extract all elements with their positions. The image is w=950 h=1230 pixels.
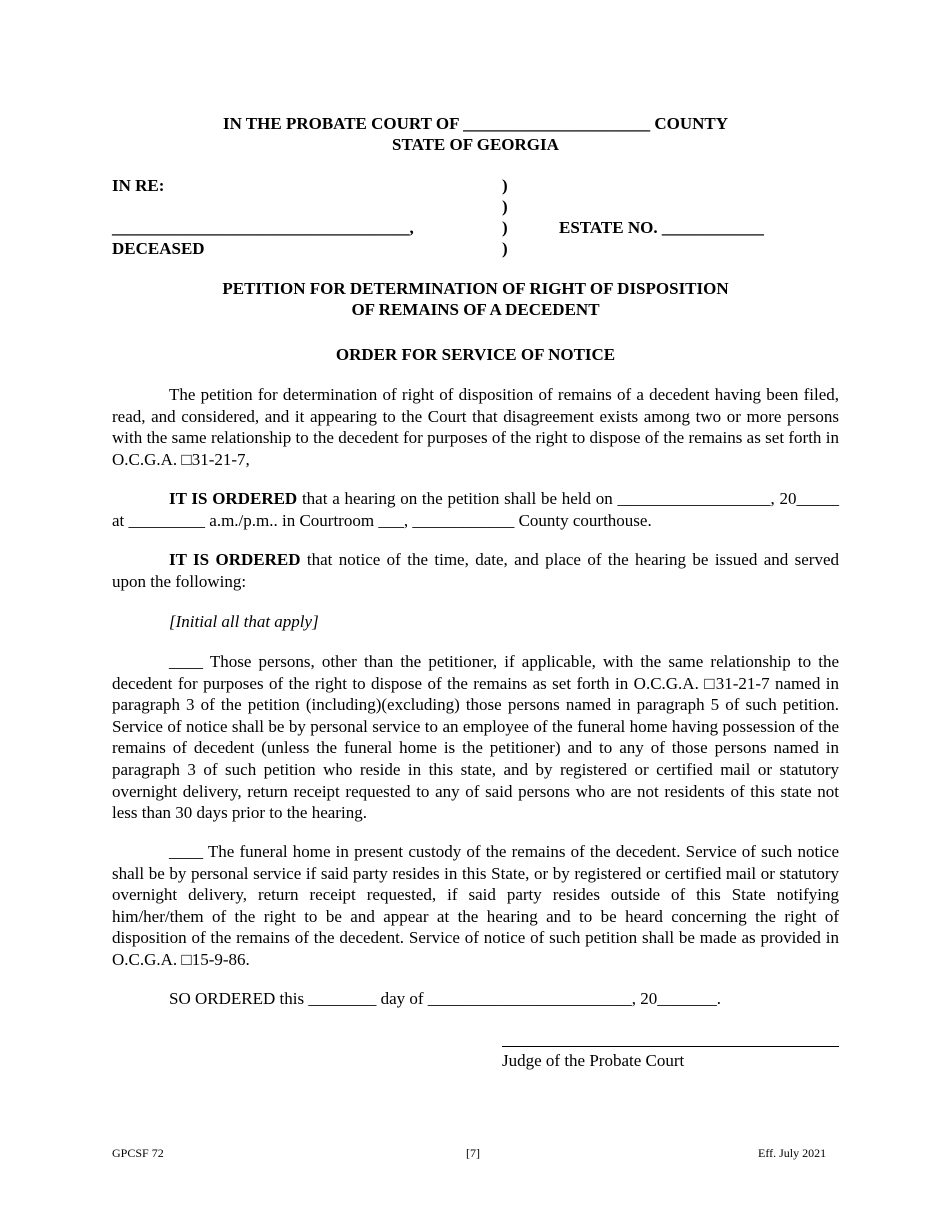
effective-date: Eff. July 2021 <box>758 1146 827 1160</box>
caption-paren: ) <box>502 176 508 195</box>
funeral-home-option-paragraph: ____ The funeral home in present custody of the remains of the decedent. Service of such notice shall be by personal service if said party resides in this State, or by registered or certified mail or statutory overnight delivery, return receipt requested, if said party resides outside of this State notifying him/her/them of the right to be and appear at the hearing and to be heard concerning the right of disposition of the remains of the decedent. Service of notice of such petition shall be made as provided in O.C.G.A. □15-9-86. <box>112 842 839 969</box>
petition-title-line1: PETITION FOR DETERMINATION OF RIGHT OF DISPOSITION <box>222 279 729 298</box>
hearing-order-text: that a hearing on the petition shall be held on __________________, 20_____ at _________ a.m./p.m.. in Courtroom ___, ____________ County courthouse. <box>112 489 840 530</box>
estate-number-field: ESTATE NO. ____________ <box>559 218 764 237</box>
petition-title-line2: OF REMAINS OF A DECEDENT <box>351 300 600 319</box>
order-title: ORDER FOR SERVICE OF NOTICE <box>335 345 616 364</box>
court-heading: IN THE PROBATE COURT OF ______________________ COUNTY <box>222 114 729 133</box>
so-ordered-line: SO ORDERED this ________ day of ________________________, 20_______. <box>169 989 722 1008</box>
persons-option-paragraph: ____ Those persons, other than the petitioner, if applicable, with the same relationship to the decedent for purposes of the right to dispose of the remains as set forth in O.C.G.A. □31-21-7 named in paragraph 3 of the petition (including)(excluding) those persons named in paragraph 5 of such petition. Service of notice shall be by personal service to an employee of the funeral home having possession of the remains of decedent (unless the funeral home is the petitioner) and to any of those persons named in paragraph 3 of such petition who reside in this state, and by registered or certified mail or statutory overnight delivery, return receipt requested to any of said persons who are not residents of this state not less than 30 days prior to the hearing. <box>112 652 839 823</box>
page-number: [7] <box>466 1146 480 1160</box>
caption-paren: ) <box>502 197 508 216</box>
decedent-name-blank: ___________________________________, <box>112 218 414 237</box>
judge-signature-line <box>502 1046 839 1047</box>
caption-paren: ) <box>502 239 508 258</box>
in-re-label: IN RE: <box>112 176 165 195</box>
caption-paren: ) <box>502 218 508 237</box>
it-is-ordered-label: IT IS ORDERED <box>169 550 301 569</box>
preamble-paragraph: The petition for determination of right of disposition of remains of a decedent having been filed, read, and considered, and it appearing to the Court that disagreement exists among two or more persons with the same relationship to the decedent for purposes of the right to dispose of the remains as set forth in O.C.G.A. □31-21-7, <box>112 385 839 469</box>
initial-instruction: [Initial all that apply] <box>169 612 319 631</box>
notice-order-text: that notice of the time, date, and place of the hearing be issued and served upon the following: <box>112 550 839 591</box>
form-id: GPCSF 72 <box>112 1146 164 1160</box>
deceased-label: DECEASED <box>112 239 205 258</box>
state-heading: STATE OF GEORGIA <box>392 135 559 154</box>
notice-order-paragraph <box>112 549 839 592</box>
judge-signature-label: Judge of the Probate Court <box>502 1051 685 1070</box>
hearing-order-paragraph <box>112 488 839 531</box>
it-is-ordered-label: IT IS ORDERED <box>169 489 298 508</box>
